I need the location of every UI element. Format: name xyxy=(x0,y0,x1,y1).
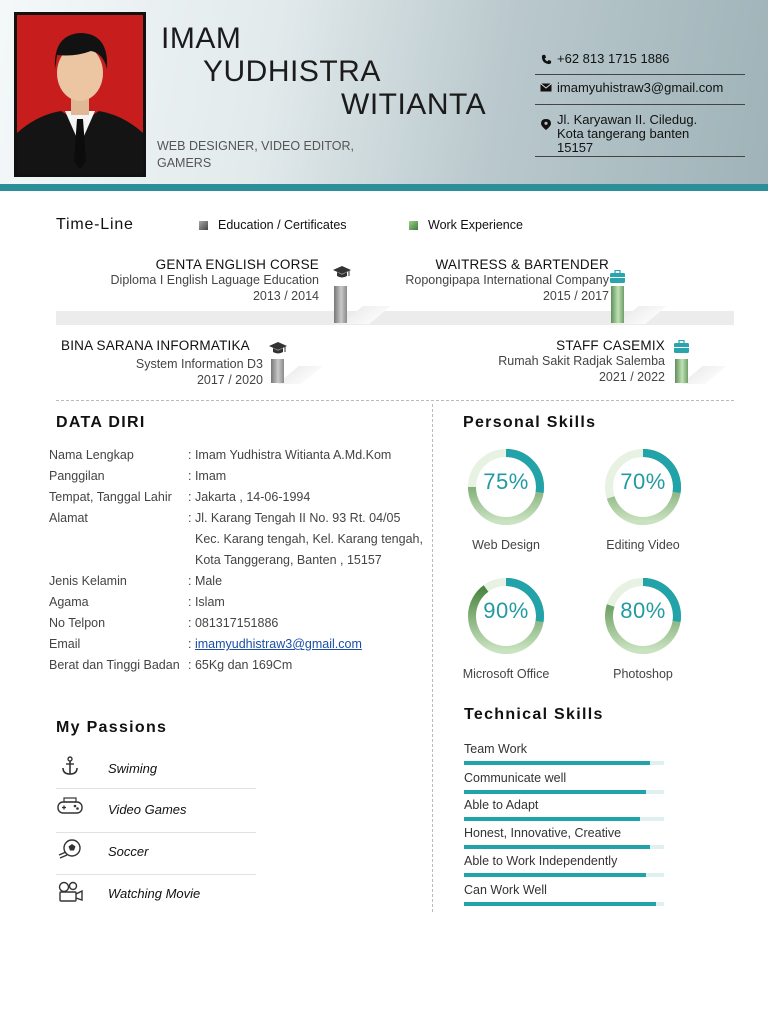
timeline-entry-date: 2021 / 2022 xyxy=(598,370,665,384)
tech-skill xyxy=(464,826,664,840)
legend-swatch-work xyxy=(409,221,418,230)
legend-work xyxy=(409,218,523,232)
address-line: 15157 xyxy=(557,140,594,155)
contact-email xyxy=(535,81,745,105)
passion-label: Soccer xyxy=(108,844,149,859)
timeline-title: Time-Line xyxy=(56,216,134,233)
contact-email-text: imamyuhistraw3@gmail.com xyxy=(557,80,724,95)
column-divider xyxy=(432,404,433,912)
timeline-entry-date: 2015 / 2017 xyxy=(542,289,609,303)
tech-skill-fill xyxy=(464,845,650,849)
data-row-label: Tempat, Tanggal Lahir xyxy=(49,490,172,504)
timeline-entry-title: STAFF CASEMIX xyxy=(556,338,665,353)
timeline-entry-subtitle: Diploma I English Laguage Education xyxy=(110,273,319,287)
address-continuation: Kota Tanggerang, Banten , 15157 xyxy=(195,553,382,567)
skill-ring-percent: 80% xyxy=(620,598,666,623)
legend-work-label: Work Experience xyxy=(428,218,523,232)
timeline-entry-subtitle: System Information D3 xyxy=(135,357,263,371)
tech-skill-fill xyxy=(464,873,646,877)
technical-skills-title: Technical Skills xyxy=(464,706,604,723)
timeline-entry-title: BINA SARANA INFORMATIKA xyxy=(61,338,250,353)
skill-ring-percent: 70% xyxy=(620,469,666,494)
data-row-value xyxy=(188,634,362,655)
profile-tagline: WEB DESIGNER, VIDEO EDITOR, GAMERS xyxy=(157,139,355,170)
legend-education-label: Education / Certificates xyxy=(218,218,347,232)
tech-skill xyxy=(464,798,664,812)
tech-skill-label: Team Work xyxy=(464,742,527,756)
timeline-entry-date: 2017 / 2020 xyxy=(196,373,263,387)
data-row-label: Nama Lengkap xyxy=(49,448,134,462)
address-continuation: Kec. Karang tengah, Kel. Karang tengah, xyxy=(195,532,423,546)
timeline-entry-date: 2013 / 2014 xyxy=(252,289,319,303)
phone-icon xyxy=(535,52,557,65)
timeline-entry-subtitle: Ropongipapa International Company xyxy=(405,273,609,287)
data-row-value: : Jakarta , 14-06-1994 xyxy=(188,490,311,504)
timeline-entry-title: WAITRESS & BARTENDER xyxy=(435,257,609,272)
list-item xyxy=(56,789,256,831)
address-line: Jl. Karyawan II. Ciledug. xyxy=(557,112,698,127)
anchor-icon xyxy=(56,756,84,780)
list-item xyxy=(56,873,256,915)
briefcase-icon xyxy=(674,340,689,358)
timeline-entry-title: GENTA ENGLISH CORSE xyxy=(155,257,319,272)
timeline-entry xyxy=(136,356,263,388)
timeline-marker-work xyxy=(675,359,688,383)
graduation-cap-icon xyxy=(333,266,351,285)
section-divider xyxy=(56,400,734,401)
legend-education xyxy=(199,218,347,232)
skill-ring xyxy=(573,578,713,688)
timeline-marker-shadow xyxy=(681,366,726,384)
tech-skill xyxy=(464,742,664,756)
timeline-marker-education xyxy=(334,286,347,323)
timeline-entry-subtitle: Rumah Sakit Radjak Salemba xyxy=(498,354,665,368)
data-row-label: Berat dan Tinggi Badan xyxy=(49,658,180,672)
data-row-value: : Jl. Karang Tengah II No. 93 Rt. 04/05 xyxy=(188,511,401,525)
tech-skill-label: Honest, Innovative, Creative xyxy=(464,826,622,840)
skill-ring-percent: 75% xyxy=(483,469,529,494)
tech-skill-track xyxy=(464,817,664,821)
tech-skill-fill xyxy=(464,902,656,906)
skill-ring xyxy=(436,449,576,559)
timeline-entry xyxy=(61,338,250,353)
legend-swatch-education xyxy=(199,221,208,230)
data-diri-title: DATA DIRI xyxy=(56,414,146,431)
tech-skill-track xyxy=(464,790,664,794)
skill-ring-label: Web Design xyxy=(472,538,540,552)
data-row-label: Jenis Kelamin xyxy=(49,574,127,588)
tech-skill-track xyxy=(464,761,664,765)
skill-ring-label: Photoshop xyxy=(613,667,673,681)
soccer-ball-icon xyxy=(56,839,84,863)
data-row-value: : 65Kg dan 169Cm xyxy=(188,658,293,672)
map-pin-icon xyxy=(535,113,557,130)
passion-label: Swiming xyxy=(108,761,158,776)
timeline-entry xyxy=(405,257,609,304)
envelope-icon xyxy=(535,81,557,92)
skill-ring-label: Editing Video xyxy=(606,538,680,552)
header-accent-band xyxy=(0,184,768,191)
passions-title: My Passions xyxy=(56,719,168,736)
skill-ring xyxy=(573,449,713,559)
data-row-value: : Imam Yudhistra Witianta A.Md.Kom xyxy=(188,448,392,462)
tech-skill xyxy=(464,854,664,868)
data-row-label: Email xyxy=(49,637,81,651)
email-prefix: : xyxy=(188,637,195,651)
skill-ring-percent: 90% xyxy=(483,598,529,623)
tech-skill xyxy=(464,883,664,897)
tech-skill-track xyxy=(464,845,664,849)
tech-skill-fill xyxy=(464,761,650,765)
tech-skill-fill xyxy=(464,817,640,821)
name-middle: YUDHISTRA xyxy=(203,55,381,88)
data-row-value: : 081317151886 xyxy=(188,616,279,630)
data-row-label: No Telpon xyxy=(49,616,106,630)
passion-label: Video Games xyxy=(108,802,187,817)
tech-skill-label: Can Work Well xyxy=(464,883,547,897)
timeline-entry xyxy=(498,338,665,385)
timeline-marker-education xyxy=(271,359,284,383)
tech-skill-fill xyxy=(464,790,646,794)
tech-skill-label: Able to Work Independently xyxy=(464,854,618,868)
timeline-marker-work xyxy=(611,286,624,323)
data-row-value: : Male xyxy=(188,574,223,588)
personal-skills-title: Personal Skills xyxy=(463,414,597,431)
contact-address-text xyxy=(557,113,697,155)
email-link[interactable]: imamyudhistraw3@gmail.com xyxy=(194,637,362,651)
data-row-label: Agama xyxy=(49,595,89,609)
data-row-label: Panggilan xyxy=(49,469,105,483)
list-item xyxy=(56,831,256,873)
tech-skill xyxy=(464,771,664,785)
data-row-label: Alamat xyxy=(49,511,88,525)
tech-skill-label: Communicate well xyxy=(464,771,567,785)
address-line: Kota tangerang banten xyxy=(557,126,690,141)
timeline-entry xyxy=(111,257,319,304)
gamepad-icon xyxy=(56,797,84,821)
movie-projector-icon xyxy=(56,881,84,905)
profile-photo xyxy=(14,12,146,177)
passion-label: Watching Movie xyxy=(108,886,201,901)
contact-address xyxy=(535,113,745,157)
skill-ring-label: Microsoft Office xyxy=(462,667,550,681)
tech-skill-track xyxy=(464,873,664,877)
name-first: IMAM xyxy=(161,22,242,55)
skill-ring xyxy=(436,578,576,688)
data-row-value: : Imam xyxy=(188,469,227,483)
contact-phone-text: +62 813 1715 1886 xyxy=(557,51,670,66)
timeline-marker-shadow xyxy=(277,366,322,384)
name-last: WITIANTA xyxy=(341,88,487,121)
data-row-value: : Islam xyxy=(188,595,225,609)
contact-phone xyxy=(535,52,745,75)
list-item xyxy=(56,748,256,790)
tech-skill-track xyxy=(464,902,664,906)
tech-skill-label: Able to Adapt xyxy=(464,798,539,812)
